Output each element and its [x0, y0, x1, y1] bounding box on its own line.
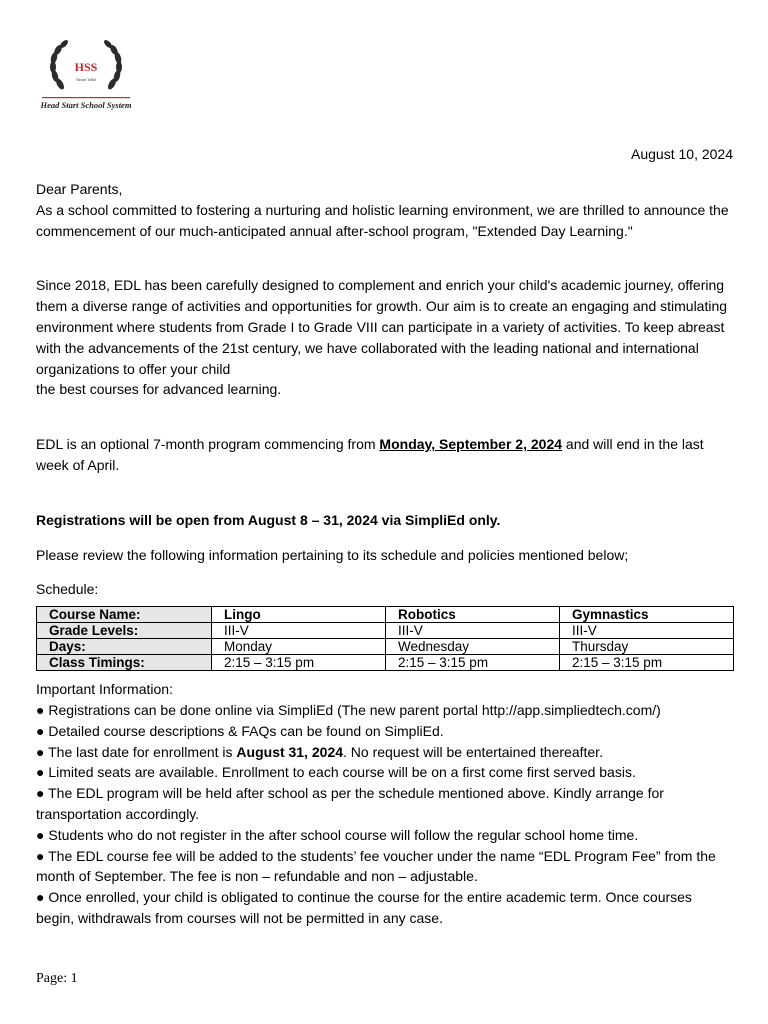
program-paragraph	[36, 434, 733, 476]
important-info	[36, 679, 733, 929]
table-cell: 2:15 – 3:15 pm	[212, 655, 386, 671]
bullet-icon: ●	[36, 826, 45, 843]
table-cell: Robotics	[386, 607, 560, 623]
table-cell: III-V	[386, 623, 560, 639]
table-cell: Wednesday	[386, 639, 560, 655]
table-cell: 2:15 – 3:15 pm	[386, 655, 560, 671]
laurel-wreath-icon	[38, 38, 134, 100]
bullet-icon: ●	[36, 764, 45, 781]
bullet-icon: ●	[36, 743, 45, 760]
deadline-date: August 31, 2024	[236, 743, 344, 760]
school-logo	[38, 38, 134, 116]
table-cell: 2:15 – 3:15 pm	[560, 655, 734, 671]
list-item	[36, 825, 733, 846]
bullet-icon: ●	[36, 847, 45, 864]
table-row	[37, 607, 734, 623]
logo-since: Since 1960	[75, 77, 97, 82]
table-row	[37, 639, 734, 655]
table-cell: Thursday	[560, 639, 734, 655]
intro-paragraph: As a school committed to fostering a nurturing and holistic learning environment, we are thrilled to announce the commencement of our much-anticipated annual after-school program, "Extended Day Learning."	[36, 201, 729, 239]
table-cell: Lingo	[212, 607, 386, 623]
info-text: . No request will be entertained thereafter.	[343, 743, 603, 760]
table-cell: III-V	[560, 623, 734, 639]
table-cell: III-V	[212, 623, 386, 639]
list-item	[36, 887, 733, 929]
bullet-icon: ●	[36, 785, 45, 802]
table-row	[37, 655, 734, 671]
registration-text: Registrations will be open from August 8 – 31, 2024 via SimpliEd only.	[36, 511, 501, 528]
list-item	[36, 846, 733, 888]
list-item	[36, 721, 733, 742]
page-number: Page: 1	[36, 971, 78, 986]
logo-abbr: HSS	[74, 60, 98, 74]
list-item	[36, 700, 733, 721]
list-item	[36, 783, 733, 825]
row-header-course: Course Name:	[37, 607, 212, 623]
table-cell: Monday	[212, 639, 386, 655]
program-text: EDL is an optional 7-month program commencing from	[36, 436, 380, 453]
info-text: Registrations can be done online via SimpliEd (The new parent portal http://app.simpliedtech.com/)	[48, 701, 661, 718]
program-text-end: and will end in the last week of April.	[36, 436, 704, 473]
history-text-end: the best courses for advanced learning.	[36, 381, 282, 398]
info-text: Limited seats are available. Enrollment to each course will be on a first come first served basis.	[48, 764, 636, 781]
history-paragraph	[36, 275, 733, 400]
row-header-days: Days:	[37, 639, 212, 655]
info-text: Detailed course descriptions & FAQs can be found on SimpliEd.	[48, 722, 444, 739]
logo-school-name: Head Start School System	[40, 100, 132, 110]
bullet-icon: ●	[36, 889, 45, 906]
list-item	[36, 742, 733, 763]
table-row	[37, 623, 734, 639]
letter-body	[36, 179, 733, 929]
review-text: Please review the following information pertaining to its schedule and policies mentioned below;	[36, 546, 629, 563]
row-header-timings: Class Timings:	[37, 655, 212, 671]
info-text: Once enrolled, your child is obligated to continue the course for the entire academic term. Once courses begin, withdrawals from courses will not be permitted in any case.	[36, 889, 692, 926]
table-cell: Gymnastics	[560, 607, 734, 623]
bullet-icon: ●	[36, 701, 45, 718]
registration-notice	[36, 510, 733, 531]
info-text: Students who do not register in the after school course will follow the regular school home time.	[48, 826, 639, 843]
row-header-grades: Grade Levels:	[37, 623, 212, 639]
schedule-label: Schedule:	[36, 581, 99, 598]
info-text: The EDL course fee will be added to the students’ fee voucher under the name “EDL Program Fee” from the month of September. The fee is non – refundable and non – adjustable.	[36, 847, 716, 885]
schedule-table	[36, 606, 734, 671]
history-text: Since 2018, EDL has been carefully designed to complement and enrich your child's academic journey, offering them a diverse range of activities and opportunities for growth. Our aim is to create an engaging and stimulating environment where students from Grade I to Grade VIII can participate in a variety of activities. To keep abreast with the advancements of the 21st century, we have collaborated with the leading national and international organizations to offer your child	[36, 277, 728, 377]
logo-divider	[42, 97, 130, 98]
info-text: The last date for enrollment is	[48, 743, 237, 760]
start-date: Monday, September 2, 2024	[379, 436, 563, 453]
info-text: The EDL program will be held after school as per the schedule mentioned above. Kindly arrange for transportation accordingly.	[36, 785, 664, 822]
letter-date: August 10, 2024	[631, 146, 733, 162]
salutation: Dear Parents,	[36, 181, 123, 197]
bullet-icon: ●	[36, 722, 45, 739]
list-item	[36, 762, 733, 783]
info-heading: Important Information:	[36, 681, 173, 698]
